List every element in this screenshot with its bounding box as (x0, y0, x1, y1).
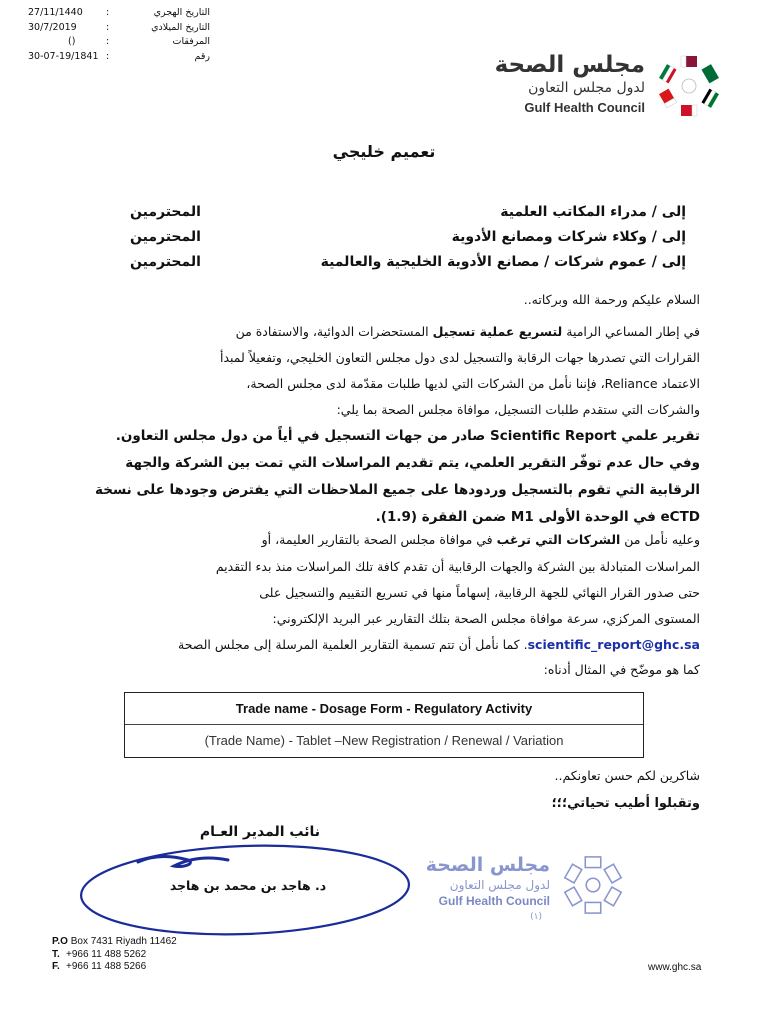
footer-fax-key: F. (52, 961, 60, 972)
p2-l1-post: في موافاة مجلس الصحة بالتقارير العليمة، أو (261, 532, 497, 547)
hijri-date-row: 27/11/1440 : التاريخ الهجري (28, 6, 210, 21)
closing-regards: وتقبلوا أطيب تحياتي؛؛؛ (551, 796, 700, 811)
reference-number-row: 30-07-19/1841 : رقم (28, 50, 210, 65)
attachments-value: () (68, 36, 76, 47)
p2-l5-post: . كما نأمل أن تتم تسمية التقارير العلمية المرسلة إلى مجلس الصحة (178, 637, 528, 652)
paragraph-2-line-1 (60, 532, 700, 547)
paragraph-2-line-6: كما هو موضّح في المثال أدناه: (543, 662, 700, 677)
gregorian-date-label: التاريخ الميلادي (151, 21, 210, 33)
reference-block (28, 6, 210, 64)
gregorian-date-value: 30/7/2019 (28, 21, 77, 33)
closing-thanks: شاكرين لكم حسن تعاونكم.. (554, 768, 700, 783)
logo-arabic-sub: لدول مجلس التعاون (528, 80, 645, 96)
paragraph-1-line-1 (60, 324, 700, 339)
reference-number-label: رقم (194, 50, 210, 62)
logo-english-name: Gulf Health Council (524, 100, 645, 115)
footer-po-box (52, 936, 252, 949)
paragraph-2-line-3: حتى صدور القرار النهائي للجهة الرقابية، إسهاماً منها في تسريع التقييم والتسجيل على (259, 585, 700, 600)
footer-contact (52, 936, 252, 974)
footer-tel-value: +966 11 488 5262 (66, 948, 147, 960)
signatory-name: د. هاجد بن محمد بن هاجد (169, 878, 327, 893)
signatory-title: نائب المدير العـام (199, 824, 320, 840)
gregorian-date-row: 30/7/2019 : التاريخ الميلادي (28, 21, 210, 36)
footer-telephone (52, 949, 252, 962)
requirement-line-4: eCTD في الوحدة الأولى M1 ضمن الفقرة (1.9). (375, 509, 700, 525)
footer-fax-value: +966 11 488 5266 (66, 961, 147, 972)
p2-l1-bold: الشركات التي ترغب (496, 532, 621, 547)
example-header: Trade name - Dosage Form - Regulatory Activity (125, 693, 643, 725)
paragraph-2-line-5 (60, 637, 700, 652)
official-stamp (425, 852, 632, 928)
gulf-health-council-logo (494, 52, 735, 120)
p2-l1-pre: وعليه نأمل من (620, 532, 700, 547)
p1-l1-post: المستحضرات الدوائية، والاستفادة من (235, 324, 433, 339)
addressee-3-honorific: المحترمين (130, 254, 201, 270)
reference-number-value: 30-07-19/1841 (28, 50, 99, 62)
stamp-number: (١) (530, 912, 542, 922)
footer-website: www.ghc.sa (648, 962, 702, 973)
paragraph-1-line-3: الاعتماد Reliance، فإننا نأمل من الشركات التي لديها طلبات مقدّمة لدى مجلس الصحة، (246, 376, 700, 391)
logo-emblem-icon (657, 54, 721, 118)
footer-po-value: Box 7431 Riyadh 11462 (70, 936, 177, 947)
footer-fax (52, 961, 252, 974)
requirement-line-2: وفي حال عدم توفّر التقرير العلمي، يتم تقديم المراسلات التي تمت بين الشركة والجهة (125, 455, 700, 471)
addressee-line-2 (130, 229, 686, 251)
stamp-emblem-icon (562, 854, 624, 916)
p1-l1-bold: لتسريع عملية تسجيل (432, 324, 563, 339)
paragraph-2-line-2: المراسلات المتبادلة بين الشركة والجهات الرقابية أن تقدم كافة تلك المراسلات منذ بدء التقديم (215, 559, 700, 574)
requirement-line-3: الرقابية التي تقوم بالتسجيل وردودها على جميع الملاحظات التي يفترض وجودها على نسخة (95, 482, 700, 498)
addressee-2-to: إلى / وكلاء شركات ومصانع الأدوية (451, 229, 686, 245)
attachments-row: () : المرفقات (28, 35, 210, 50)
hijri-date-value: 27/11/1440 (28, 7, 83, 18)
greeting: السلام عليكم ورحمة الله وبركاته.. (523, 292, 700, 307)
file-naming-example-box (124, 692, 644, 758)
hijri-date-label: التاريخ الهجري (153, 7, 210, 18)
requirement-line-1: تقرير علمي Scientific Report صادر من جهات التسجيل في أياً من دول مجلس التعاون. (115, 428, 700, 444)
addressee-2-honorific: المحترمين (130, 229, 201, 245)
addressee-3-to: إلى / عموم شركات / مصانع الأدوية الخليجية والعالمية (320, 254, 686, 270)
addressee-line-1 (130, 204, 686, 226)
document-title: تعميم خليجي (332, 142, 436, 161)
paragraph-1-line-2: القرارات التي تصدرها جهات الرقابة والتسجيل لدى دول مجلس التعاون الخليجي، وتفعيلاً لمبدأ (220, 350, 700, 365)
stamp-arabic-sub: لدول مجلس التعاون (449, 878, 550, 892)
paragraph-1-line-4: والشركات التي ستقدم طلبات التسجيل، موافاة مجلس الصحة بما يلي: (336, 402, 700, 417)
attachments-label: المرفقات (172, 36, 210, 47)
scientific-report-email-link[interactable]: scientific_report@ghc.sa (527, 637, 700, 652)
paragraph-2-line-4: المستوى المركزي، سرعة موافاة مجلس الصحة بتلك التقارير عبر البريد الإلكتروني: (272, 611, 700, 626)
stamp-arabic-name: مجلس الصحة (425, 854, 550, 876)
stamp-english-name: Gulf Health Council (438, 894, 550, 908)
addressee-line-3 (130, 254, 686, 276)
p1-l1-pre: في إطار المساعي الرامية (562, 324, 700, 339)
addressee-1-honorific: المحترمين (130, 204, 201, 220)
example-row: (Trade Name) - Tablet –New Registration / Renewal / Variation (204, 733, 564, 748)
footer-tel-key: T. (52, 948, 60, 960)
addressee-1-to: إلى / مدراء المكاتب العلمية (500, 204, 686, 220)
footer-po-key: P.O (52, 936, 68, 947)
logo-arabic-name: مجلس الصحة (494, 52, 645, 78)
